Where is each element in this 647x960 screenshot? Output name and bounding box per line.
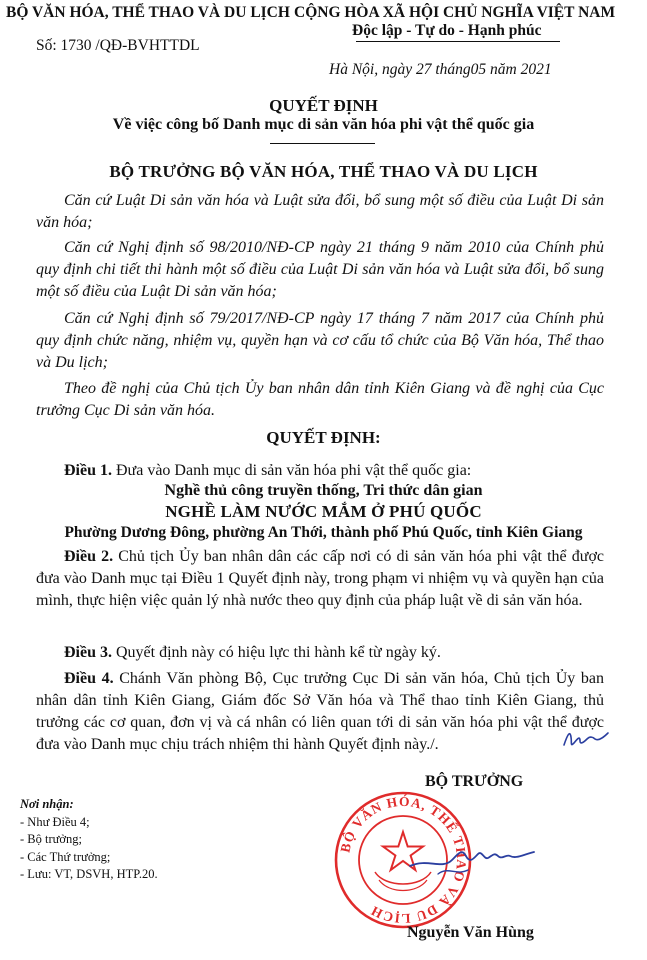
ministry-name: BỘ VĂN HÓA, THỂ THAO VÀ DU LỊCH [6, 4, 290, 21]
legal-basis-1: Căn cứ Luật Di sản văn hóa và Luật sửa đổi, bổ sung một số điều của Luật Di sản văn hóa; [36, 192, 604, 231]
heritage-type: Nghề thủ công truyền thống, Tri thức dân gian [164, 482, 483, 499]
decides-heading: QUYẾT ĐỊNH: [266, 428, 381, 447]
recipient-item: - Như Điều 4; [20, 814, 90, 829]
article-3 [36, 642, 604, 664]
article-3-label: Điều 3. [64, 644, 112, 661]
recipient-item: - Bộ trưởng; [20, 832, 82, 846]
recipients-list [20, 796, 158, 884]
place-date: Hà Nội, ngày 27 tháng05 năm 2021 [329, 61, 552, 78]
republic-name: CỘNG HÒA XÃ HỘI CHỦ NGHĨA VIỆT NAM [294, 4, 616, 21]
signer-name: Nguyễn Văn Hùng [407, 924, 534, 941]
national-motto: Độc lập - Tự do - Hạnh phúc [352, 22, 542, 39]
heritage-location: Phường Dương Đông, phường An Thới, thành phố Phú Quốc, tỉnh Kiên Giang [64, 524, 583, 541]
article-1-text: Đưa vào Danh mục di sản văn hóa phi vật thể quốc gia: [112, 462, 472, 479]
article-2-text: Chủ tịch Ủy ban nhân dân các cấp nơi có di sản văn hóa phi vật thể được đưa vào Danh mục tại Điều 1 Quyết định này, trong phạm vi nhiệm vụ và quyền hạn của mình, thực hiện việc quản lý nhà nước theo quy định của pháp luật về di sản văn hóa. [36, 548, 605, 609]
recipients-heading: Nơi nhận: [20, 797, 74, 811]
legal-basis-2: Căn cứ Nghị định số 98/2010/NĐ-CP ngày 21 tháng 9 năm 2010 của Chính phủ quy định chi tiết thi hành một số điều của Luật Di sản văn hóa và Luật sửa đổi, bổ sung một số điều của Luật Di sản văn hóa; [36, 239, 604, 300]
signer-title: BỘ TRƯỞNG [425, 773, 524, 790]
document-title: QUYẾT ĐỊNH [269, 96, 378, 115]
recipient-item: - Lưu: VT, DSVH, HTP.20. [20, 867, 158, 881]
recipient-item: - Các Thứ trưởng; [20, 849, 111, 864]
motto-underline [356, 41, 560, 42]
article-4-text: Chánh Văn phòng Bộ, Cục trưởng Cục Di sản văn hóa, Chủ tịch Ủy ban nhân dân tỉnh Kiên Giang, Giám đốc Sở Văn hóa và Thể thao tỉnh Kiên Giang, thủ trưởng các cơ quan, đơn vị và cá nhân có liên quan tới di sản văn hóa phi vật thể được đưa vào Danh mục chịu trách nhiệm thi hành Quyết định này./. [36, 670, 604, 753]
article-1-label: Điều 1. [64, 462, 112, 479]
seal-ring-text: BỘ VĂN HÓA, THỂ THAO VÀ DU LỊCH [337, 793, 470, 927]
article-4 [36, 668, 604, 756]
legal-basis-4: Theo đề nghị của Chủ tịch Ủy ban nhân dân tỉnh Kiên Giang và đề nghị của Cục trưởng Cục Di sản văn hóa. [36, 380, 604, 419]
legal-basis-3: Căn cứ Nghị định số 79/2017/NĐ-CP ngày 17 tháng 7 năm 2017 của Chính phủ quy định chức năng, nhiệm vụ, quyền hạn và cơ cấu tổ chức của Bộ Văn hóa, Thể thao và Du lịch; [36, 310, 604, 371]
issuing-authority: BỘ TRƯỞNG BỘ VĂN HÓA, THỂ THAO VÀ DU LỊCH [109, 162, 538, 181]
document-number: Số: 1730 /QĐ-BVHTTDL [36, 37, 200, 54]
initials-signature [560, 727, 612, 751]
document-subject: Về việc công bố Danh mục di sản văn hóa phi vật thể quốc gia [112, 116, 535, 133]
title-underline [270, 143, 375, 144]
heritage-name: NGHỀ LÀM NƯỚC MẮM Ở PHÚ QUỐC [165, 502, 482, 521]
article-2 [36, 546, 604, 612]
article-2-label: Điều 2. [64, 548, 114, 565]
article-1 [36, 460, 604, 482]
minister-signature [408, 836, 538, 882]
article-3-text: Quyết định này có hiệu lực thi hành kể từ ngày ký. [112, 644, 441, 661]
article-4-label: Điều 4. [64, 670, 114, 687]
